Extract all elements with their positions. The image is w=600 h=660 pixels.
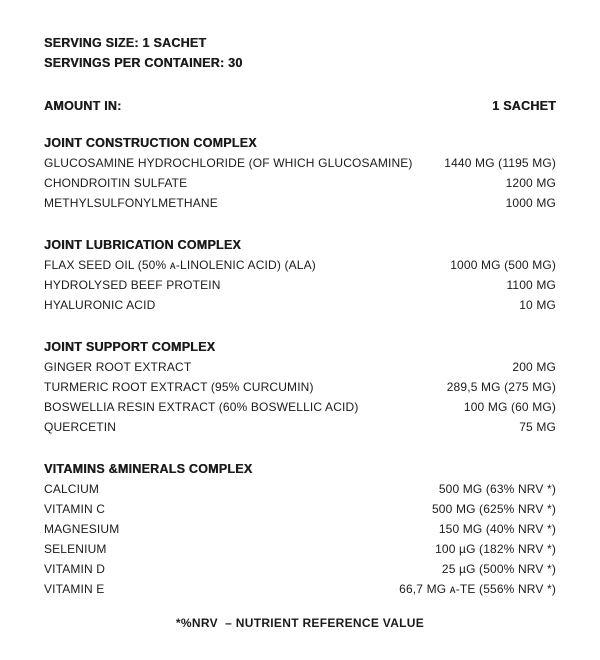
ingredient-row xyxy=(44,357,556,377)
ingredient-row xyxy=(44,295,556,315)
section-header-row xyxy=(44,133,556,153)
ingredient-row xyxy=(44,397,556,417)
ingredient-label: GINGER ROOT EXTRACT xyxy=(44,360,192,374)
ingredient-label: CHONDROITIN SULFATE xyxy=(44,176,188,190)
ingredient-value: 1000 MG xyxy=(505,196,556,210)
ingredient-value: 25 µG (500% NRV *) xyxy=(441,562,556,576)
complex-section xyxy=(44,337,556,437)
ingredient-label: GLUCOSAMINE HYDROCHLORIDE (OF WHICH GLUCOSAMINE) xyxy=(44,156,413,170)
ingredient-sections xyxy=(44,133,556,599)
amount-in-row xyxy=(44,96,556,116)
section-title: VITAMINS &MINERALS COMPLEX xyxy=(44,462,253,476)
ingredient-value: 1440 MG (1195 MG) xyxy=(444,156,556,170)
ingredient-value: 75 MG xyxy=(519,420,556,434)
section-title: JOINT LUBRICATION COMPLEX xyxy=(44,238,241,252)
ingredient-label: CALCIUM xyxy=(44,482,100,496)
ingredient-row xyxy=(44,559,556,579)
ingredient-label: BOSWELLIA RESIN EXTRACT (60% BOSWELLIC ACID) xyxy=(44,400,359,414)
ingredient-row xyxy=(44,193,556,213)
ingredient-label: HYDROLYSED BEEF PROTEIN xyxy=(44,278,221,292)
ingredient-label: HYALURONIC ACID xyxy=(44,298,156,312)
ingredient-row xyxy=(44,377,556,397)
ingredient-row xyxy=(44,479,556,499)
amount-in-value: 1 SACHET xyxy=(492,99,556,113)
ingredient-row xyxy=(44,499,556,519)
ingredient-label: SELENIUM xyxy=(44,542,107,556)
ingredient-row xyxy=(44,539,556,559)
section-header-row xyxy=(44,459,556,479)
ingredient-label: TURMERIC ROOT EXTRACT (95% CURCUMIN) xyxy=(44,380,314,394)
ingredient-label: METHYLSULFONYLMETHANE xyxy=(44,196,218,210)
ingredient-row xyxy=(44,173,556,193)
section-title: JOINT CONSTRUCTION COMPLEX xyxy=(44,136,257,150)
ingredient-row xyxy=(44,519,556,539)
ingredient-value: 1200 MG xyxy=(505,176,556,190)
ingredient-value: 150 MG (40% NRV *) xyxy=(438,522,556,536)
servings-per-container-line: SERVINGS PER CONTAINER: 30 xyxy=(44,56,243,70)
ingredient-value: 1000 MG (500 MG) xyxy=(450,258,556,272)
ingredient-label: FLAX SEED OIL (50% ᴀ-LINOLENIC ACID) (ALA) xyxy=(44,258,316,272)
ingredient-row xyxy=(44,153,556,173)
amount-in-label: AMOUNT IN: xyxy=(44,99,122,113)
ingredient-row xyxy=(44,275,556,295)
ingredient-value: 66,7 MG ᴀ-TE (556% NRV *) xyxy=(399,582,556,596)
ingredient-label: MAGNESIUM xyxy=(44,522,120,536)
ingredient-value: 500 MG (63% NRV *) xyxy=(438,482,556,496)
nrv-footnote: *%NRV – NUTRIENT REFERENCE VALUE xyxy=(175,616,425,630)
ingredient-value: 100 µG (182% NRV *) xyxy=(435,542,556,556)
serving-size-line: SERVING SIZE: 1 SACHET xyxy=(44,36,207,50)
complex-section xyxy=(44,459,556,599)
section-header-row xyxy=(44,337,556,357)
ingredient-label: VITAMIN C xyxy=(44,502,106,516)
ingredient-row xyxy=(44,255,556,275)
ingredient-row xyxy=(44,417,556,437)
ingredient-value: 200 MG xyxy=(512,360,556,374)
section-header-row xyxy=(44,235,556,255)
ingredient-value: 100 MG (60 MG) xyxy=(463,400,556,414)
complex-section xyxy=(44,235,556,315)
ingredient-value: 10 MG xyxy=(519,298,556,312)
ingredient-row xyxy=(44,579,556,599)
ingredient-label: VITAMIN E xyxy=(44,582,105,596)
ingredient-label: VITAMIN D xyxy=(44,562,106,576)
ingredient-value: 1100 MG xyxy=(506,278,556,292)
ingredient-label: QUERCETIN xyxy=(44,420,117,434)
ingredient-value: 289,5 MG (275 MG) xyxy=(446,380,556,394)
complex-section xyxy=(44,133,556,213)
ingredient-value: 500 MG (625% NRV *) xyxy=(431,502,556,516)
section-title: JOINT SUPPORT COMPLEX xyxy=(44,340,216,354)
